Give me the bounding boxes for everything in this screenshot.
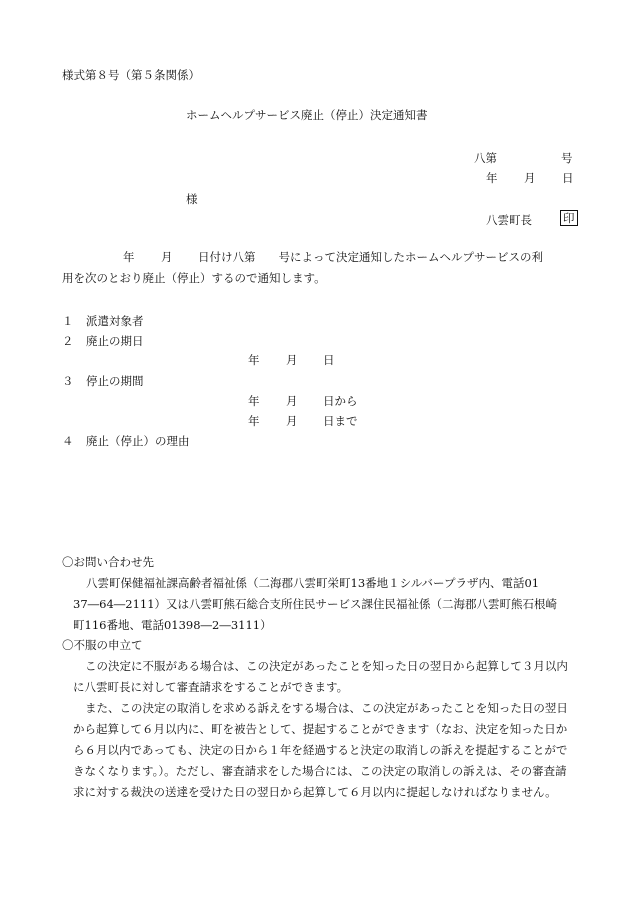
item-4-number: ４	[62, 434, 74, 448]
inquiry-heading: 〇お問い合わせ先	[62, 555, 154, 569]
addressee: 様	[186, 192, 198, 206]
item-3-from-day: 日から	[323, 394, 358, 408]
body-year: 年	[123, 250, 135, 264]
appeal-paragraph-2: また、この決定の取消しを求める訴えをする場合は、この決定があったことを知った日の翌日から起算して６月以内に、町を被告として、提起することができます（なお、決定を知った日から６月以内であっても、決定の日から１年を経過すると決定の取消しの訴えを提起することができなくなります。）。ただし、審査請求をした場合には、この決定の取消しの訴えは、その審査請求に対する裁決の送達を受けた日の翌日から起算して６月以内に提起しなければなりません。	[73, 701, 568, 799]
body-line2: 用を次のとおり廃止（停止）するので通知します。	[62, 271, 326, 285]
reference-prefix: 八第	[474, 151, 497, 165]
inquiry-line1: 八雲町保健福祉課高齢者福祉係（二海郡八雲町栄町13番地１シルバープラザ内、電話01	[86, 576, 540, 590]
item-2-number: ２	[62, 334, 74, 348]
item-2-day: 日	[323, 353, 335, 367]
item-3-from-month: 月	[286, 394, 298, 408]
body-month: 月	[161, 250, 173, 264]
item-2-month: 月	[286, 353, 298, 367]
seal-mark	[560, 210, 578, 226]
appeal-paragraph-1: この決定に不服がある場合は、この決定があったことを知った日の翌日から起算して３月以内に八雲町長に対して審査請求をすることができます。	[73, 659, 568, 694]
item-1-number: １	[62, 314, 74, 328]
item-3-number: ３	[62, 374, 74, 388]
item-4-label: 廃止（停止）の理由	[86, 434, 190, 448]
item-2-label: 廃止の期日	[86, 334, 144, 348]
item-2-year: 年	[248, 353, 260, 367]
item-3-to-month: 月	[286, 414, 298, 428]
reference-suffix: 号	[561, 151, 573, 165]
date-month: 月	[524, 171, 536, 185]
item-3-to-year: 年	[248, 414, 260, 428]
form-label: 様式第８号（第５条関係）	[62, 68, 200, 82]
item-1-label: 派遣対象者	[86, 314, 144, 328]
seal-label: 印	[560, 210, 578, 226]
appeal-heading: 〇不服の申立て	[62, 638, 143, 652]
inquiry-line2: 37―64―2111）又は八雲町熊石総合支所住民サービス課住民福祉係（二海郡八雲町熊石根崎	[73, 597, 558, 611]
issuer: 八雲町長	[486, 213, 532, 227]
body-line1: 日付け八第 号によって決定通知したホームヘルプサービスの利	[198, 250, 543, 264]
date-day: 日	[562, 171, 574, 185]
item-3-label: 停止の期間	[86, 374, 144, 388]
inquiry-line3: 町116番地、電話01398―2―3111）	[73, 618, 272, 632]
item-3-to-day: 日まで	[323, 414, 358, 428]
date-year: 年	[486, 171, 498, 185]
document-title: ホームヘルプサービス廃止（停止）決定通知書	[186, 108, 428, 122]
item-3-from-year: 年	[248, 394, 260, 408]
